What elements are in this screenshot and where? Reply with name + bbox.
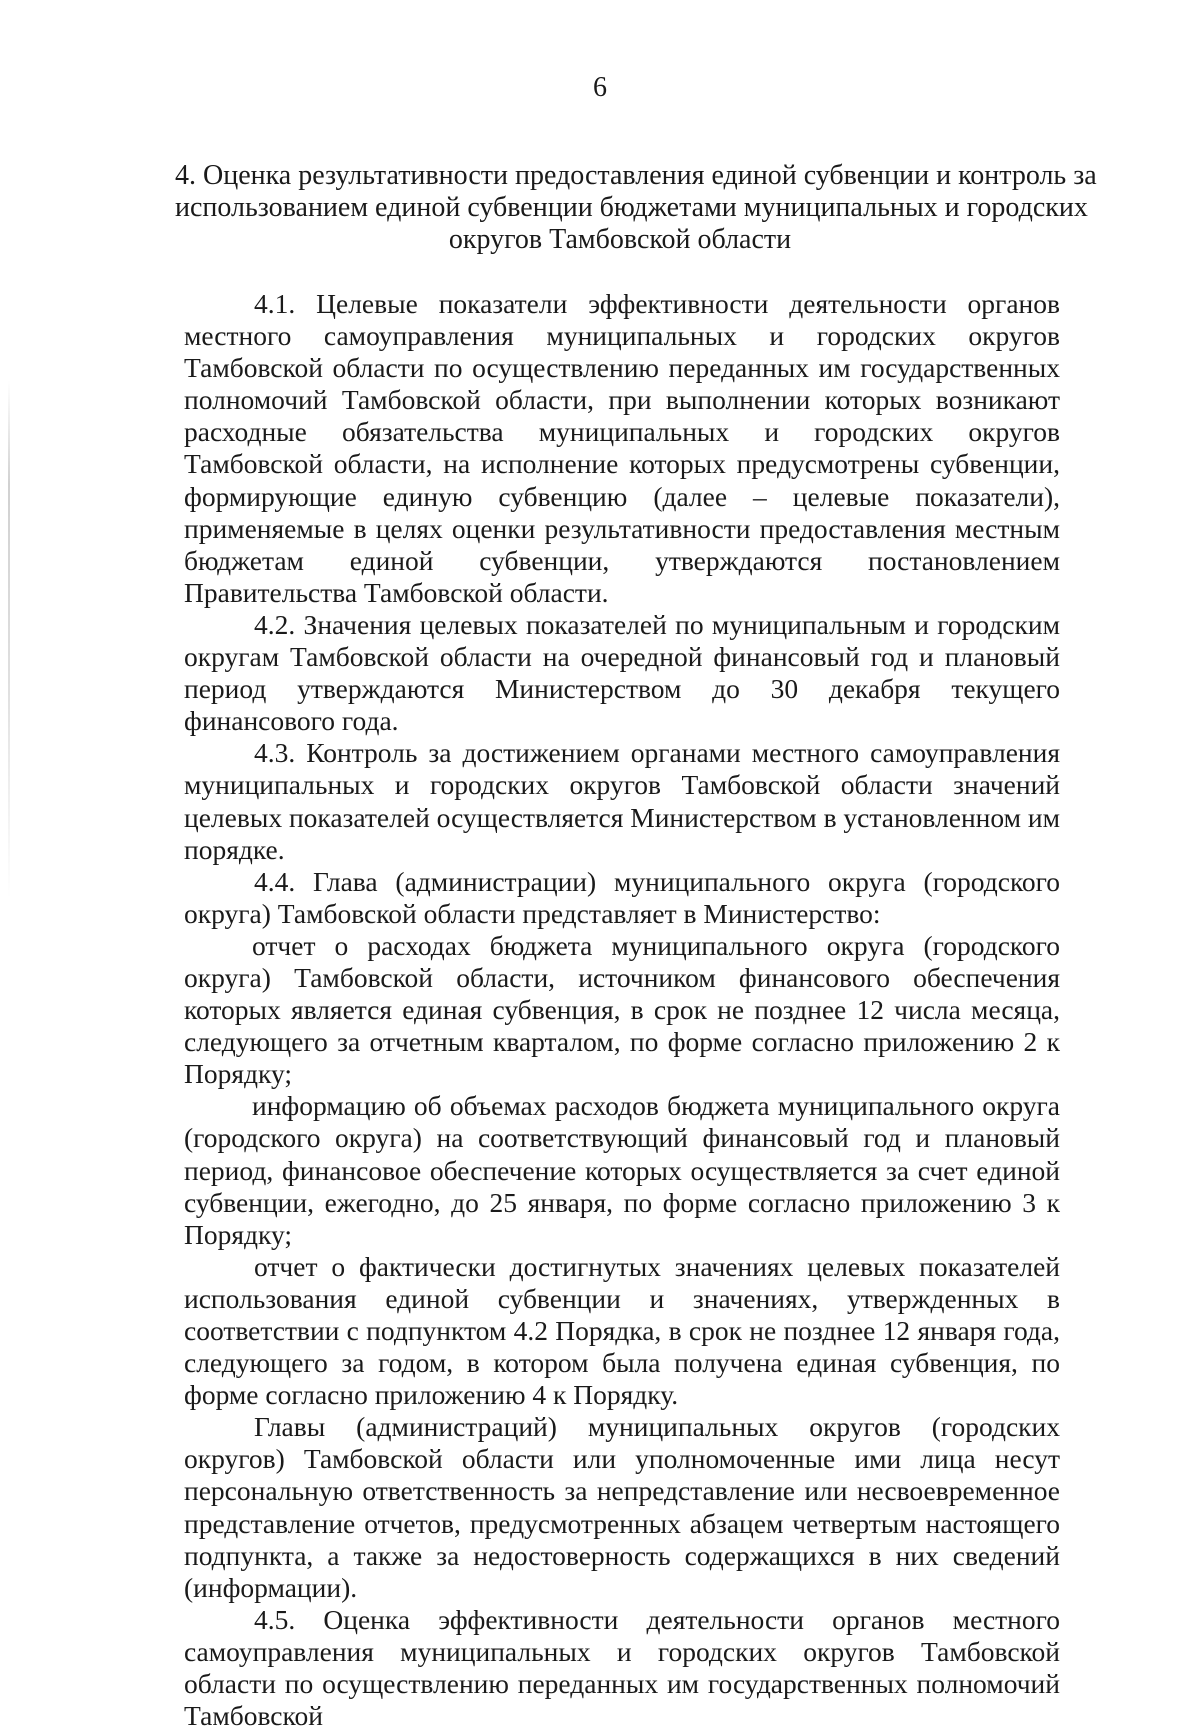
paragraph-4-4-item-1: отчет о расходах бюджета муниципального округа (городского округа) Тамбовской области, источником финансового обеспечения которых является единая субвенция, в срок не позднее 12 числа месяца, следующего за отчетным кварталом, по форме согласно приложению 2 к Порядку; bbox=[184, 929, 1060, 1090]
paragraph-4-4-responsibility: Главы (администраций) муниципальных округов (городских округов) Тамбовской области или уполномоченные ими лица несут персональную ответственность за непредставление или несвоевременное представление отчетов, предусмотренных абзацем четвертым настоящего подпункта, а также за недостоверность содержащихся в них сведений (информации). bbox=[184, 1411, 1060, 1603]
paragraph-4-5: 4.5. Оценка эффективности деятельности органов местного самоуправления муниципальных и городских округов Тамбовской области по осуществлению переданных им государственных полномочий Тамбовской bbox=[184, 1603, 1060, 1732]
paragraph-4-2: 4.2. Значения целевых показателей по муниципальным и городским округам Тамбовской области на очередной финансовый год и плановый период утверждаются Министерством до 30 декабря текущего финансового года. bbox=[184, 608, 1060, 737]
paragraph-4-4: 4.4. Глава (администрации) муниципального округа (городского округа) Тамбовской области представляет в Министерство: bbox=[184, 865, 1060, 929]
paragraph-4-3: 4.3. Контроль за достижением органами местного самоуправления муниципальных и городских округов Тамбовской области значений целевых показателей осуществляется Министерством в установленном им порядке. bbox=[184, 737, 1061, 865]
section-heading-line-3: округов Тамбовской области bbox=[448, 224, 792, 255]
page-number: 6 bbox=[593, 72, 607, 103]
document-body bbox=[184, 288, 1060, 1732]
paragraph-4-4-item-3: отчет о фактически достигнутых значениях целевых показателей использования единой субвенции и значениях, утвержденных в соответствии с подпунктом 4.2 Порядка, в срок не позднее 12 января года, следующего за годом, в котором была получена единая субвенция, по форме согласно приложению 4 к Порядку. bbox=[184, 1250, 1060, 1411]
scan-edge-shadow bbox=[8, 380, 10, 900]
section-heading bbox=[175, 160, 1097, 256]
section-heading-line-1: 4. Оценка результативности предоставления единой субвенции и контроль за bbox=[175, 160, 1097, 191]
section-heading-line-2: использованием единой субвенции бюджетами муниципальных и городских bbox=[175, 192, 1088, 223]
paragraph-4-1: 4.1. Целевые показатели эффективности деятельности органов местного самоуправления муниципальных и городских округов Тамбовской области по осуществлению переданных им государственных полномочий Тамбовской области, при выполнении которых возникают расходные обязательства муниципальных и городских округов Тамбовской области, на исполнение которых предусмотрены субвенции, формирующие единую субвенцию (далее – целевые показатели), применяемые в целях оценки результативности предоставления местным бюджетам единой субвенции, утверждаются постановлением Правительства Тамбовской области. bbox=[184, 288, 1060, 608]
paragraph-4-4-item-2: информацию об объемах расходов бюджета муниципального округа (городского округа) на соответствующий финансовый год и плановый период, финансовое обеспечение которых осуществляется за счет единой субвенции, ежегодно, до 25 января, по форме согласно приложению 3 к Порядку; bbox=[184, 1090, 1060, 1250]
